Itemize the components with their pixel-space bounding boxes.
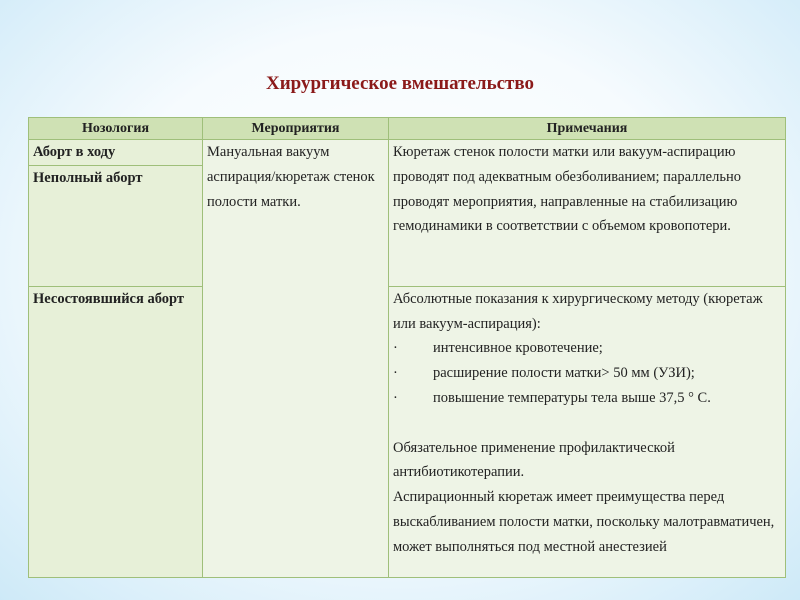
table-header-row — [29, 118, 786, 140]
cell-nosology-incomplete-abortion: Неполный аборт — [29, 165, 203, 286]
table-row — [29, 286, 786, 577]
notes-paragraph-antibiotics: Обязательное применение профилактической антибиотикотерапии. — [393, 439, 675, 481]
header-measures: Мероприятия — [203, 118, 389, 140]
cell-notes-2 — [389, 286, 786, 577]
bullet-marker: · — [393, 389, 398, 406]
list-item — [393, 336, 781, 361]
list-item-text: повышение температуры тела выше 37,5 ° С. — [433, 389, 711, 406]
cell-nosology-missed-abortion: Несостоявшийся аборт — [29, 286, 203, 577]
cell-nosology-abortion-in-progress: Аборт в ходу — [29, 140, 203, 166]
list-item-text: интенсивное кровотечение; — [433, 340, 603, 357]
table-row — [29, 140, 786, 166]
surgery-table — [28, 117, 786, 578]
slide-title: Хирургическое вмешательство — [265, 73, 535, 94]
notes-paragraph-aspiration: Аспирационный кюретаж имеет преимущества перед выскабливанием полости матки, поскольку малотравматичен, может выполняться под местной анестезией — [393, 489, 775, 555]
cell-measures: Мануальная вакуум аспирация/кюретаж стенок полости матки. — [203, 140, 389, 578]
header-nosology: Нозология — [29, 118, 203, 140]
cell-notes-1: Кюретаж стенок полости матки или вакуум-аспирацию проводят под адекватным обезболиванием; параллельно проводят мероприятия, направленные на стабилизацию гемодинамики в соответствии с объемом кровопотери. — [389, 140, 786, 287]
header-notes: Примечания — [389, 118, 786, 140]
list-item — [393, 361, 781, 386]
spacer — [393, 411, 781, 436]
bullet-marker: · — [393, 365, 398, 382]
notes-intro: Абсолютные показания к хирургическому методу (кюретаж или вакуум-аспирация): — [393, 290, 763, 332]
list-item-text: расширение полости матки> 50 мм (УЗИ); — [433, 365, 695, 382]
bullet-marker: · — [393, 340, 398, 357]
list-item — [393, 386, 781, 411]
